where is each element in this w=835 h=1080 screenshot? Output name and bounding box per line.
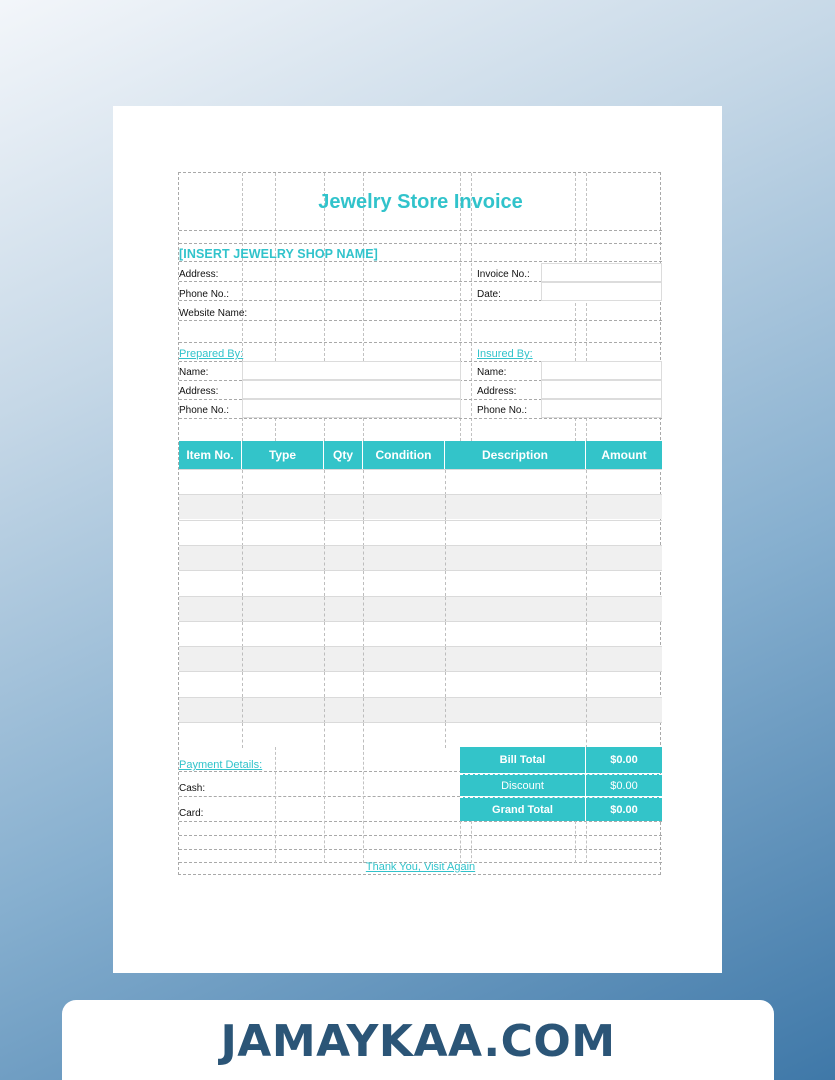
- table-row[interactable]: [179, 520, 662, 545]
- insured-name-label: Name:: [477, 367, 507, 378]
- table-cell-divider: [445, 470, 446, 495]
- date-field[interactable]: [541, 282, 662, 301]
- table-row[interactable]: [179, 722, 662, 747]
- table-cell-divider: [445, 672, 446, 697]
- table-cell-divider: [242, 647, 243, 672]
- bill-total-label: Bill Total: [460, 747, 586, 773]
- table-cell-divider: [324, 521, 325, 546]
- table-cell-divider: [586, 546, 587, 571]
- grid-line: [179, 230, 662, 231]
- grid-line: [179, 835, 662, 836]
- table-cell-divider: [242, 672, 243, 697]
- table-cell-divider: [445, 495, 446, 520]
- grid-line: [586, 821, 587, 863]
- table-cell-divider: [445, 546, 446, 571]
- table-cell-divider: [242, 622, 243, 647]
- bill-total-value[interactable]: $0.00: [610, 754, 638, 766]
- table-cell-divider: [445, 521, 446, 546]
- column-header-amount[interactable]: Amount: [601, 448, 647, 462]
- table-cell-divider: [242, 521, 243, 546]
- prepared-address-field[interactable]: [242, 380, 461, 399]
- table-cell-divider: [445, 622, 446, 647]
- table-cell-divider: [363, 470, 364, 495]
- table-cell-divider: [363, 495, 364, 520]
- grid-line: [324, 747, 325, 863]
- table-cell-divider: [586, 470, 587, 495]
- table-cell-divider: [445, 698, 446, 723]
- prepared-phone-field[interactable]: [242, 399, 461, 418]
- insured-address-label: Address:: [477, 386, 517, 397]
- table-cell-divider: [586, 597, 587, 622]
- table-cell-divider: [363, 597, 364, 622]
- grid-line: [275, 747, 276, 863]
- table-cell-divider: [363, 723, 364, 748]
- table-cell-divider: [586, 521, 587, 546]
- card-label: Card:: [179, 808, 204, 819]
- bill-total-row: [460, 747, 662, 773]
- date-label: Date:: [477, 289, 501, 300]
- table-cell-divider: [586, 495, 587, 520]
- invoice-sheet: [178, 172, 661, 875]
- payment-details-heading: Payment Details:: [179, 759, 263, 771]
- table-cell-divider: [324, 571, 325, 596]
- grid-line: [179, 261, 662, 262]
- table-cell-divider: [242, 597, 243, 622]
- table-cell-divider: [242, 546, 243, 571]
- invoice-no-field[interactable]: [541, 263, 662, 282]
- table-row[interactable]: [179, 697, 662, 722]
- watermark-text: JAMAYKAA.COM: [220, 1016, 616, 1067]
- table-cell-divider: [586, 698, 587, 723]
- table-cell-divider: [363, 622, 364, 647]
- insured-phone-label: Phone No.:: [477, 405, 528, 416]
- table-cell-divider: [363, 672, 364, 697]
- prepared-by-heading: Prepared By:: [179, 348, 244, 360]
- prepared-phone-label: Phone No.:: [179, 405, 230, 416]
- table-cell-divider: [324, 546, 325, 571]
- table-cell-divider: [324, 470, 325, 495]
- table-cell-divider: [363, 571, 364, 596]
- grid-line: [363, 747, 364, 863]
- table-cell-divider: [242, 723, 243, 748]
- table-row[interactable]: [179, 671, 662, 696]
- table-cell-divider: [242, 495, 243, 520]
- grid-line: [179, 243, 662, 244]
- column-header-type[interactable]: Type: [242, 441, 324, 469]
- table-row[interactable]: [179, 621, 662, 646]
- shop-name[interactable]: [INSERT JEWELRY SHOP NAME]: [179, 247, 378, 261]
- table-cell-divider: [445, 571, 446, 596]
- table-cell-divider: [324, 622, 325, 647]
- discount-row: [460, 774, 662, 796]
- table-row[interactable]: [179, 469, 662, 494]
- table-row[interactable]: [179, 494, 662, 519]
- discount-label: Discount: [460, 775, 586, 796]
- grid-line: [179, 418, 662, 419]
- column-header-description[interactable]: Description: [445, 441, 586, 469]
- shop-address-label: Address:: [179, 269, 219, 280]
- table-cell-divider: [242, 470, 243, 495]
- grid-line: [179, 796, 460, 797]
- column-header-condition[interactable]: Condition: [363, 441, 445, 469]
- invoice-title: Jewelry Store Invoice: [318, 191, 523, 213]
- table-cell-divider: [445, 597, 446, 622]
- table-cell-divider: [363, 698, 364, 723]
- shop-phone-label: Phone No.:: [179, 289, 230, 300]
- grand-total-value[interactable]: $0.00: [610, 803, 638, 816]
- table-cell-divider: [445, 647, 446, 672]
- insured-name-field[interactable]: [541, 361, 662, 380]
- grid-line: [179, 320, 662, 321]
- grid-line: [460, 821, 461, 863]
- table-cell-divider: [242, 698, 243, 723]
- items-table-header: [179, 441, 662, 469]
- grid-line: [179, 821, 662, 822]
- prepared-name-label: Name:: [179, 367, 209, 378]
- insured-address-field[interactable]: [541, 380, 662, 399]
- watermark-banner: [62, 1000, 774, 1080]
- table-cell-divider: [363, 647, 364, 672]
- grand-total-row: [460, 797, 662, 821]
- column-header-qty[interactable]: Qty: [324, 441, 363, 469]
- table-row[interactable]: [179, 596, 662, 621]
- table-row[interactable]: [179, 570, 662, 595]
- table-cell-divider: [586, 672, 587, 697]
- invoice-no-label: Invoice No.:: [477, 269, 530, 280]
- table-cell-divider: [242, 571, 243, 596]
- discount-value[interactable]: $0.00: [610, 779, 638, 792]
- cash-label: Cash:: [179, 783, 206, 794]
- footer-thank-you: Thank You, Visit Again: [365, 861, 476, 873]
- grid-line: [471, 821, 472, 863]
- grand-total-label: Grand Total: [460, 798, 586, 821]
- table-row[interactable]: [179, 646, 662, 671]
- table-row[interactable]: [179, 545, 662, 570]
- table-cell-divider: [586, 723, 587, 748]
- table-cell-divider: [586, 647, 587, 672]
- table-cell-divider: [324, 698, 325, 723]
- table-cell-divider: [586, 622, 587, 647]
- table-cell-divider: [324, 723, 325, 748]
- prepared-address-label: Address:: [179, 386, 219, 397]
- insured-phone-field[interactable]: [541, 399, 662, 418]
- prepared-name-field[interactable]: [242, 361, 461, 380]
- table-cell-divider: [363, 546, 364, 571]
- table-cell-divider: [324, 672, 325, 697]
- shop-website-label: Website Name:: [179, 308, 248, 319]
- table-cell-divider: [363, 521, 364, 546]
- grid-line: [179, 342, 662, 343]
- table-cell-divider: [324, 597, 325, 622]
- grid-line: [575, 821, 576, 863]
- grid-line: [179, 849, 662, 850]
- table-cell-divider: [586, 571, 587, 596]
- table-cell-divider: [445, 723, 446, 748]
- table-cell-divider: [324, 495, 325, 520]
- column-header-item-no[interactable]: Item No.: [179, 441, 242, 469]
- table-cell-divider: [324, 647, 325, 672]
- insured-by-heading: Insured By:: [477, 348, 533, 360]
